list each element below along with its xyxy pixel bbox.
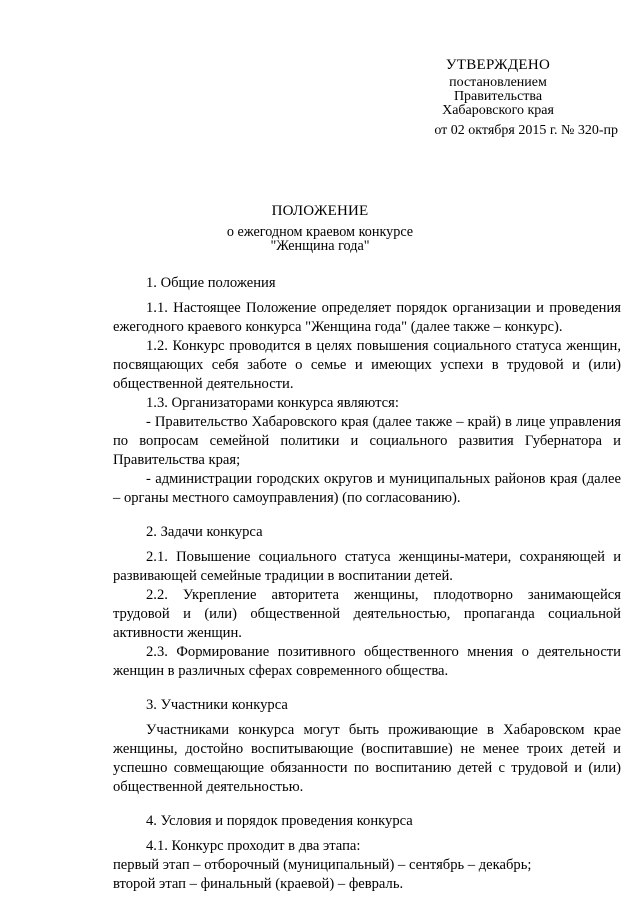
section-4-line-2: второй этап – финальный (краевой) – февраль. xyxy=(113,876,404,892)
section-1-paragraph-4: - Правительство Хабаровского края (далее также – край) в лице управления по вопросам семейной политики и социального развития Губернатора и Правительства края; xyxy=(113,414,621,468)
section-1-paragraph-1: 1.1. Настоящее Положение определяет порядок организации и проведения ежегодного краевого конкурса "Женщина года" (далее также – конкурс). xyxy=(113,300,621,335)
section-3-heading: 3. Участники конкурса xyxy=(146,697,288,713)
approval-block xyxy=(378,58,618,138)
approval-title: УТВЕРЖДЕНО xyxy=(445,57,551,73)
section-1-paragraph-3: 1.3. Организаторами конкурса являются: xyxy=(146,395,399,411)
document-title: ПОЛОЖЕНИЕ xyxy=(271,203,369,219)
section-1-paragraph-2: 1.2. Конкурс проводится в целях повышения социального статуса женщин, посвящающих себя заботе о семье и имеющих успехи в трудовой и (или) общественной деятельности. xyxy=(113,338,621,392)
section-1-paragraph-5: - администрации городских округов и муниципальных районов края (далее – органы местного самоуправления) (по согласованию). xyxy=(113,471,621,506)
approval-line-2: Правительства xyxy=(453,89,543,104)
section-4-line-1: первый этап – отборочный (муниципальный) – сентябрь – декабрь; xyxy=(113,857,532,873)
section-2-paragraph-3: 2.3. Формирование позитивного общественного мнения о деятельности женщин в различных сферах современного общества. xyxy=(113,644,621,679)
document-subtitle-line-2: "Женщина года" xyxy=(270,238,370,254)
approval-line-1: постановлением xyxy=(449,75,547,90)
approval-line-3: Хабаровского края xyxy=(442,103,554,118)
section-3-paragraph-1: Участниками конкурса могут быть проживающие в Хабаровском крае женщины, достойно воспитывающие (воспитавшие) не менее троих детей и успешно совмещающие обязанности по воспитанию детей с трудовой и (или) общественной деятельностью. xyxy=(113,722,621,795)
document-subtitle-line-1: о ежегодном краевом конкурсе xyxy=(226,224,414,240)
section-2-paragraph-2: 2.2. Укрепление авторитета женщины, плодотворно занимающейся трудовой и (или) общественной деятельностью, пропаганда социальной активности женщин. xyxy=(113,587,621,641)
section-1-heading: 1. Общие положения xyxy=(146,275,276,291)
section-4-paragraph-1: 4.1. Конкурс проходит в два этапа: xyxy=(146,838,361,854)
document-body xyxy=(113,274,621,894)
approval-date: от 02 октября 2015 г. № 320-пр xyxy=(434,123,618,138)
document-title-block xyxy=(0,204,640,253)
section-4-heading: 4. Условия и порядок проведения конкурса xyxy=(146,813,413,829)
section-2-heading: 2. Задачи конкурса xyxy=(146,524,263,540)
section-2-paragraph-1: 2.1. Повышение социального статуса женщины-матери, сохраняющей и развивающей семейные традиции в воспитании детей. xyxy=(113,549,621,584)
